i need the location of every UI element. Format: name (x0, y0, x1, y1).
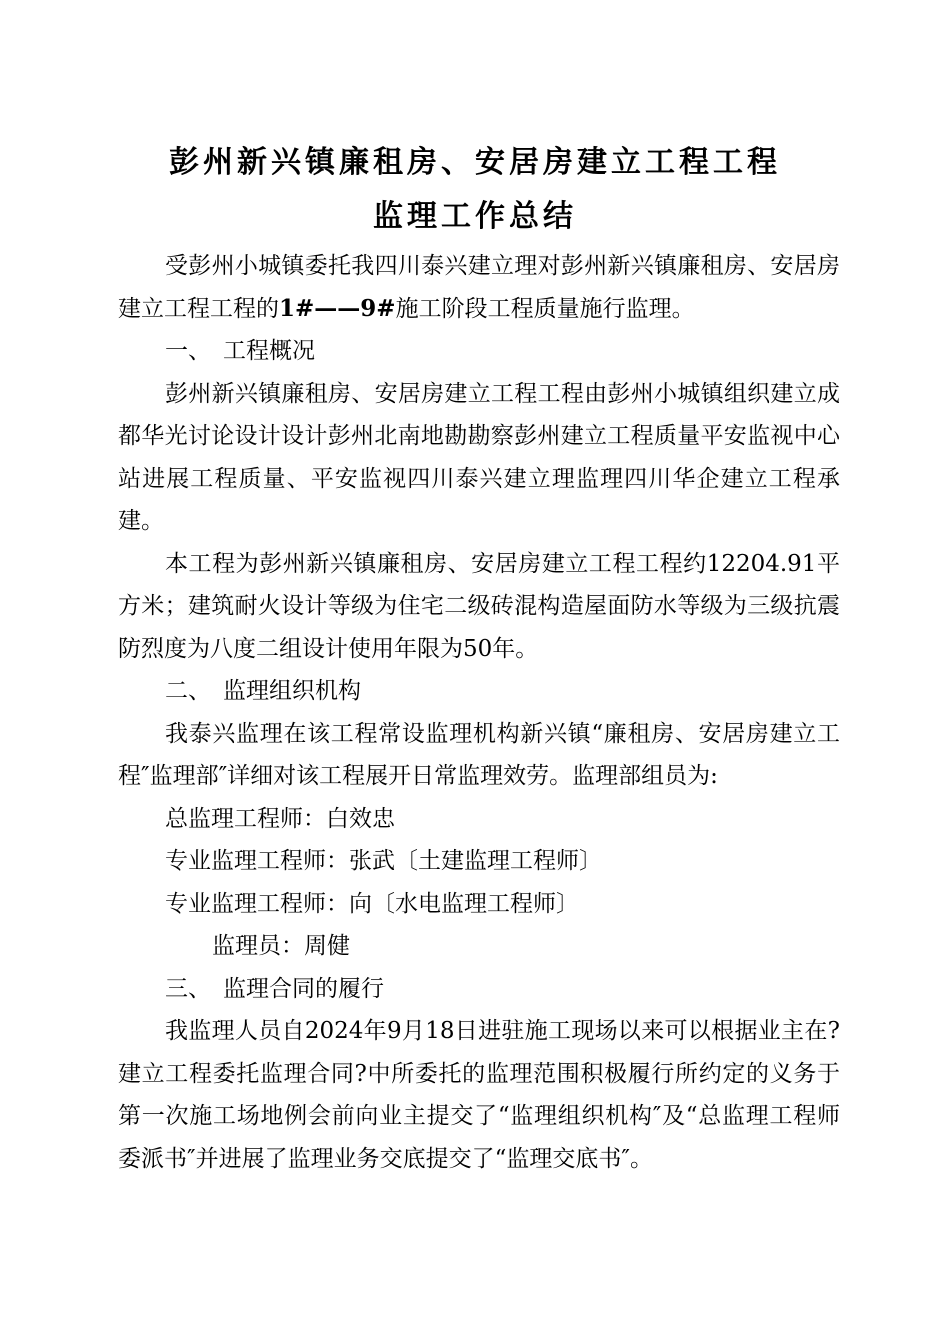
document-title-line-2: 监理工作总结 (373, 199, 577, 234)
document-body (118, 245, 840, 1180)
document-title-line-1: 彭州新兴镇廉租房、安居房建立工程工程 (169, 145, 781, 180)
overview-paragraph-1: 彭州新兴镇廉租房、安居房建立工程工程由彭州小城镇组织建立成都华光讨论设计设计彭州北南地勘勘察彭州建立工程质量平安监视中心站进展工程质量、平安监视四川泰兴建立理监理四川华企建立工程承建。 (118, 380, 840, 534)
staff-mep-engineer: 专业监理工程师：向〔水电监理工程师〕 (165, 890, 579, 917)
intro-text: 受彭州小城镇委托我四川泰兴建立理对彭州新兴镇廉租房、安居房建立工程工程的 (118, 253, 840, 322)
section-title: 监理合同的履行 (223, 975, 384, 1002)
contract-paragraph: 我监理人员自2024年9月18日进驻施工现场以来可以根据业主在?建立工程委托监理合同?中所委托的监理范围积极履行所约定的义务于第一次施工场地例会前向业主提交了“监理组织机构″及“总监理工程师委派书″并进展了监理业务交底提交了“监理交底书″。 (118, 1018, 840, 1172)
staff-chief-engineer: 总监理工程师：白效忠 (165, 805, 395, 832)
section-heading-overview (118, 330, 840, 373)
overview-paragraph-2: 本工程为彭州新兴镇廉租房、安居房建立工程工程约12204.91平方米；建筑耐火设计等级为住宅二级砖混构造屋面防水等级为三级抗震防烈度为八度二组设计使用年限为50年。 (118, 550, 840, 662)
intro-paragraph (118, 245, 840, 330)
section-heading-organization (118, 670, 840, 713)
intro-text-end: 施工阶段工程质量施行监理。 (395, 295, 695, 322)
staff-inspector: 监理员：周健 (212, 933, 350, 959)
organization-paragraph: 我泰兴监理在该工程常设监理机构新兴镇“廉租房、安居房建立工程″监理部″详细对该工程展开日常监理效劳。监理部组员为: (118, 720, 840, 789)
building-range: 1#——9# (279, 294, 396, 322)
section-heading-contract (118, 968, 840, 1011)
section-number: 二、 (165, 678, 211, 704)
section-title: 工程概况 (223, 338, 315, 364)
section-title: 监理组织机构 (223, 678, 361, 704)
staff-civil-engineer: 专业监理工程师：张武〔土建监理工程师〕 (165, 848, 602, 874)
section-number: 三、 (165, 975, 211, 1002)
section-number: 一、 (165, 338, 211, 364)
